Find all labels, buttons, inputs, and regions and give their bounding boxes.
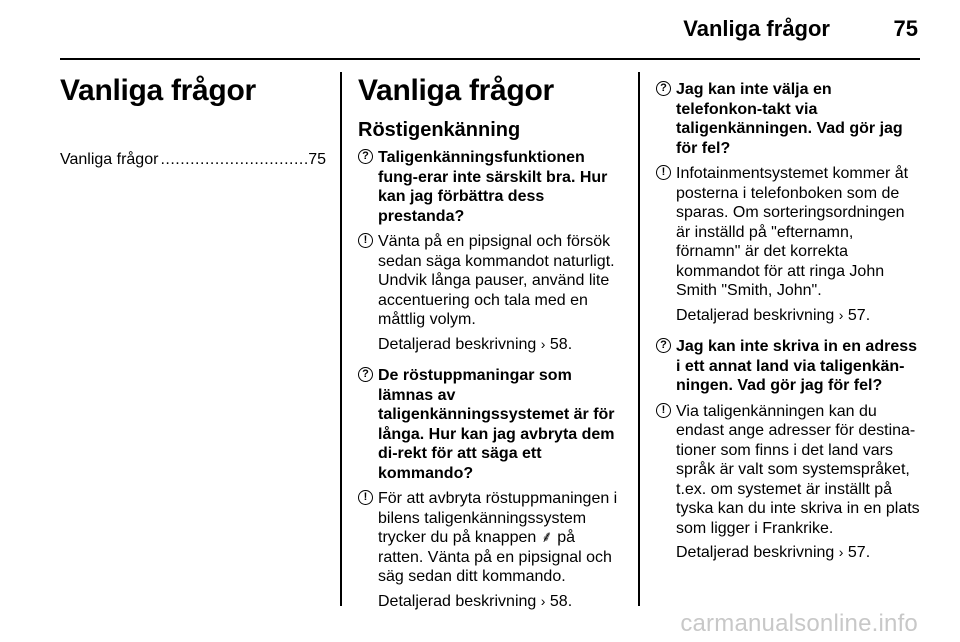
answer-icon: !	[656, 165, 671, 180]
header-divider	[60, 58, 920, 60]
toc-entry-label: Vanliga frågor	[60, 151, 159, 168]
question-icon: ?	[656, 81, 671, 96]
question-text: Taligenkänningsfunktionen fung-erar inte särskilt bra. Hur kan jag förbättra dess prestanda?	[378, 149, 608, 225]
detail-text: Detaljerad beskrivning	[676, 306, 835, 324]
faq-answer	[656, 402, 921, 539]
chapter-heading: Vanliga frågor	[60, 74, 256, 107]
detail-text: Detaljerad beskrivning	[378, 592, 537, 610]
detail-reference[interactable]	[358, 335, 623, 355]
answer-text: Via taligenkänningen kan du endast ange adresser för destina-tioner som finns i det land vars språk är valt som systemspråket, t.ex. om systemet är inställt på tyska kan du inte skriva in en plats som ligger i Frankrike.	[676, 402, 920, 537]
watermark: carmanualsonline.info	[680, 610, 918, 637]
page-number: 75	[893, 16, 918, 41]
faq-question	[358, 148, 623, 226]
question-text: Jag kan inte skriva in en adress i ett annat land via taligenkän-ningen. Vad gör jag för fel?	[676, 338, 918, 394]
toc-entry-page: 75	[308, 151, 326, 168]
faq-answer	[358, 489, 623, 587]
faq-answer	[656, 164, 921, 301]
detail-page: 57.	[847, 306, 871, 324]
detail-page: 57.	[847, 544, 871, 561]
detail-reference[interactable]	[656, 543, 921, 563]
answer-icon: !	[358, 233, 373, 248]
question-icon: ?	[358, 149, 373, 164]
toc-column	[60, 74, 326, 170]
faq-question	[656, 337, 921, 396]
section-title: Vanliga frågor	[358, 74, 554, 107]
question-text: Jag kan inte välja en telefonkon-takt via taligenkänningen. Vad gör jag för fel?	[676, 81, 903, 157]
question-icon: ?	[358, 367, 373, 382]
column-divider	[340, 72, 342, 606]
detail-text: Detaljerad beskrivning	[378, 335, 537, 353]
faq-question	[656, 80, 921, 158]
detail-page: 58.	[549, 335, 573, 353]
column-divider	[638, 72, 640, 606]
answer-icon: !	[358, 490, 373, 505]
reference-arrow-icon: ›	[838, 544, 844, 560]
faq-question	[358, 366, 623, 483]
toc-entry[interactable]	[60, 150, 326, 170]
faq-column-left	[358, 74, 623, 623]
answer-text: Vänta på en pipsignal och försök sedan säga kommandot naturligt. Undvik långa pauser, använd lite accentuering och tala med en måttlig volym.	[378, 233, 615, 328]
question-icon: ?	[656, 338, 671, 353]
detail-page: 58.	[549, 592, 573, 610]
answer-text: Infotainmentsystemet kommer åt posterna i telefonboken som de sparas. Om sorteringsordningen är inställd på "efternamn, förnamn" är det korrekta kommandot för att ringa John Smith "Smith, John".	[676, 165, 909, 299]
toc-leader-dots	[158, 150, 308, 170]
reference-arrow-icon: ›	[540, 592, 546, 609]
question-text: De röstuppmaningar som lämnas av taligenkänningssystemet är för långa. Hur kan jag avbryta dem di-rekt för att säga ett kommando?	[378, 367, 615, 482]
running-header-title: Vanliga frågor	[683, 16, 830, 41]
detail-reference[interactable]	[656, 306, 921, 326]
reference-arrow-icon: ›	[838, 306, 844, 323]
faq-answer	[358, 232, 623, 330]
reference-arrow-icon: ›	[540, 335, 546, 352]
detail-reference[interactable]	[358, 592, 623, 612]
faq-column-right	[656, 80, 921, 575]
answer-icon: !	[656, 403, 671, 418]
detail-text: Detaljerad beskrivning	[676, 544, 835, 561]
answer-text: För att avbryta röstuppmaningen i bilens taligenkänningssystem trycker du på knappen ⸙ på ratten. Vänta på en pipsignal och säg sedan ditt kommando.	[378, 490, 618, 585]
section-subtitle: Röstigenkänning	[358, 119, 521, 141]
